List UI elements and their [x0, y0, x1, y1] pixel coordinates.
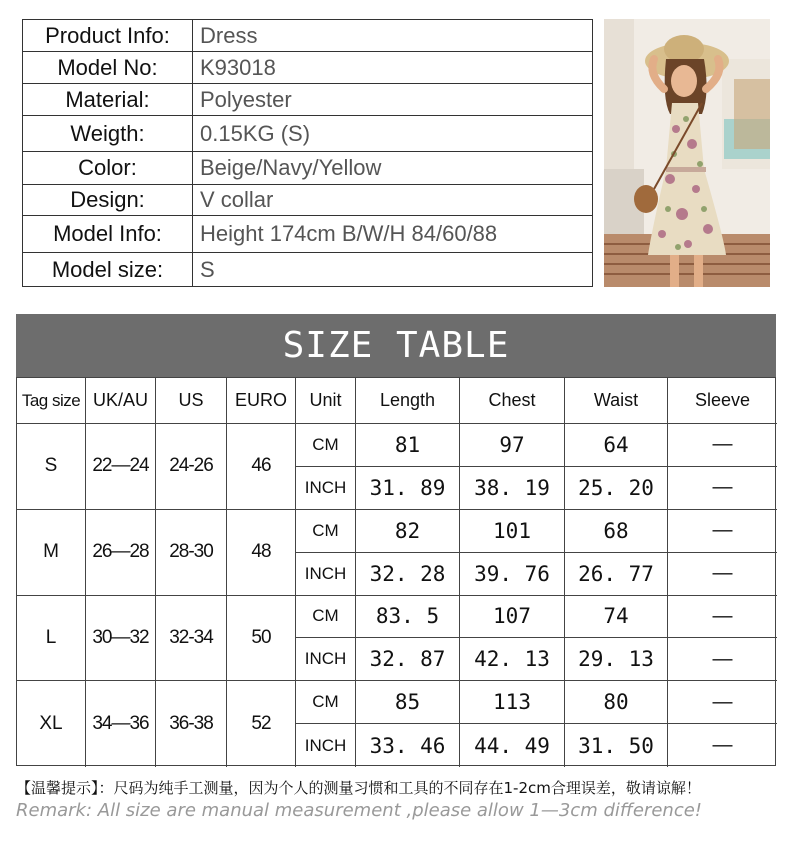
info-row-product: [23, 20, 592, 52]
info-label: Model size:: [23, 253, 193, 286]
tag-size-cell: S: [17, 424, 86, 510]
header-tag-size: Tag size: [17, 378, 86, 424]
chest-cell: 44. 49: [460, 724, 565, 767]
length-cell: 32. 28: [356, 553, 460, 596]
header-euro: EURO: [227, 378, 296, 424]
info-value: K93018: [200, 54, 276, 80]
info-label: Weigth:: [23, 116, 193, 151]
info-value: Polyester: [200, 86, 292, 112]
info-row-design: [23, 185, 592, 216]
us-cell: 28-30: [156, 510, 227, 596]
chest-cell: 101: [460, 510, 565, 553]
info-label: Design:: [23, 185, 193, 215]
header-us: US: [156, 378, 227, 424]
header-sleeve: Sleeve: [668, 378, 777, 424]
info-row-material: [23, 84, 592, 116]
header-chest: Chest: [460, 378, 565, 424]
unit-cell: CM: [296, 596, 356, 639]
sleeve-cell: —: [668, 681, 777, 724]
remark-english: Remark: All size are manual measurement ,please allow 1—3cm difference!: [16, 800, 703, 821]
model-illustration: [604, 19, 770, 287]
info-row-weight: [23, 116, 592, 152]
waist-cell: 26. 77: [565, 553, 668, 596]
info-value: Height 174cm B/W/H 84/60/88: [200, 221, 498, 246]
info-value: Beige/Navy/Yellow: [200, 155, 382, 180]
waist-cell: 64: [565, 424, 668, 467]
size-table-title: SIZE TABLE: [16, 314, 776, 377]
header-unit: Unit: [296, 378, 356, 424]
unit-cell: CM: [296, 510, 356, 553]
tag-size-cell: L: [17, 596, 86, 682]
sleeve-cell: —: [668, 596, 777, 639]
info-value: S: [200, 256, 215, 282]
chest-cell: 107: [460, 596, 565, 639]
sleeve-cell: —: [668, 467, 777, 510]
length-cell: 33. 46: [356, 724, 460, 767]
waist-cell: 29. 13: [565, 638, 668, 681]
length-cell: 85: [356, 681, 460, 724]
product-photo: [604, 19, 770, 287]
info-value: 0.15KG (S): [200, 120, 311, 146]
length-cell: 32. 87: [356, 638, 460, 681]
header-length: Length: [356, 378, 460, 424]
chest-cell: 39. 76: [460, 553, 565, 596]
waist-cell: 74: [565, 596, 668, 639]
length-cell: 31. 89: [356, 467, 460, 510]
tag-size-cell: M: [17, 510, 86, 596]
chest-cell: 42. 13: [460, 638, 565, 681]
info-value: V collar: [200, 187, 274, 212]
info-value: Dress: [200, 22, 258, 48]
chest-cell: 38. 19: [460, 467, 565, 510]
unit-cell: INCH: [296, 638, 356, 681]
tag-size-cell: XL: [17, 681, 86, 767]
sleeve-cell: —: [668, 638, 777, 681]
info-row-model-size: [23, 253, 592, 286]
notice-chinese: 【温馨提示】：尺码为纯手工测量，因为个人的测量习惯和工具的不同存在1-2cm合理误差，敬请谅解！: [16, 779, 701, 797]
info-label: Product Info:: [23, 20, 193, 51]
euro-cell: 48: [227, 510, 296, 596]
info-label: Model No:: [23, 52, 193, 83]
length-cell: 82: [356, 510, 460, 553]
uk-au-cell: 34—36: [86, 681, 156, 767]
us-cell: 32-34: [156, 596, 227, 682]
info-label: Color:: [23, 152, 193, 184]
chest-cell: 113: [460, 681, 565, 724]
product-info-table: [22, 19, 593, 287]
unit-cell: CM: [296, 681, 356, 724]
length-cell: 83. 5: [356, 596, 460, 639]
us-cell: 36-38: [156, 681, 227, 767]
info-row-color: [23, 152, 592, 185]
sleeve-cell: —: [668, 510, 777, 553]
unit-cell: CM: [296, 424, 356, 467]
sleeve-cell: —: [668, 424, 777, 467]
uk-au-cell: 22—24: [86, 424, 156, 510]
info-row-model-no: [23, 52, 592, 84]
sleeve-cell: —: [712, 734, 733, 757]
info-label: Model Info:: [23, 216, 193, 252]
waist-cell: 31. 50: [565, 724, 668, 767]
info-row-model-info: [23, 216, 592, 253]
size-table: [16, 377, 776, 766]
uk-au-cell: 30—32: [86, 596, 156, 682]
header-uk-au: UK/AU: [86, 378, 156, 424]
unit-cell: INCH: [296, 467, 356, 510]
waist-cell: 80: [565, 681, 668, 724]
waist-cell: 25. 20: [565, 467, 668, 510]
us-cell: 24-26: [156, 424, 227, 510]
header-waist: Waist: [565, 378, 668, 424]
euro-cell: 46: [227, 424, 296, 510]
euro-cell: 52: [227, 681, 296, 767]
waist-cell: 68: [565, 510, 668, 553]
uk-au-cell: 26—28: [86, 510, 156, 596]
length-cell: 81: [356, 424, 460, 467]
chest-cell: 97: [460, 424, 565, 467]
unit-cell: INCH: [296, 553, 356, 596]
unit-cell: INCH: [296, 724, 356, 767]
info-label: Material:: [23, 84, 193, 115]
euro-cell: 50: [227, 596, 296, 682]
sleeve-cell: —: [668, 553, 777, 596]
